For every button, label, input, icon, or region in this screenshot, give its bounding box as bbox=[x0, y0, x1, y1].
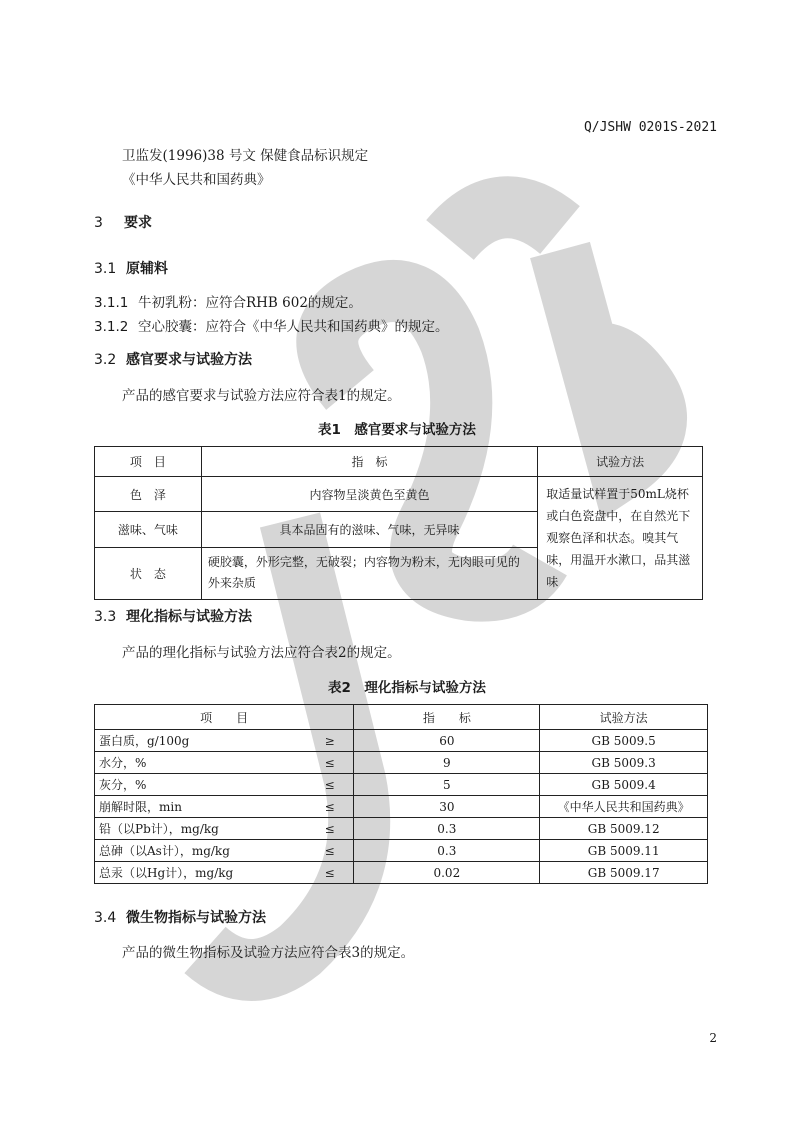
section-title: 理化指标与试验方法 bbox=[126, 609, 252, 625]
row-method: GB 5009.11 bbox=[540, 840, 708, 862]
page-number: 2 bbox=[709, 1031, 717, 1045]
row-item: 蛋白质，g/100g bbox=[95, 730, 307, 752]
row-item: 状 态 bbox=[95, 547, 202, 599]
row-method: GB 5009.17 bbox=[540, 862, 708, 884]
table-row bbox=[95, 477, 703, 512]
row-value: 0.3 bbox=[354, 818, 540, 840]
row-operator: ≤ bbox=[306, 818, 354, 840]
section-number: 3.3 bbox=[94, 609, 117, 625]
row-value: 5 bbox=[354, 774, 540, 796]
row-operator: ≤ bbox=[306, 796, 354, 818]
row-operator: ≤ bbox=[306, 862, 354, 884]
table-row bbox=[95, 752, 708, 774]
row-item: 水分，% bbox=[95, 752, 307, 774]
row-item: 铅（以Pb计），mg/kg bbox=[95, 818, 307, 840]
document-code: Q/JSHW 0201S-2021 bbox=[583, 120, 717, 135]
header-indicator: 指 标 bbox=[201, 447, 537, 477]
table-row bbox=[95, 796, 708, 818]
row-operator: ≥ bbox=[306, 730, 354, 752]
row-value: 9 bbox=[354, 752, 540, 774]
row-value: 0.3 bbox=[354, 840, 540, 862]
row-method: GB 5009.3 bbox=[540, 752, 708, 774]
row-item: 灰分，% bbox=[95, 774, 307, 796]
row-method: GB 5009.5 bbox=[540, 730, 708, 752]
row-item: 色 泽 bbox=[95, 477, 202, 512]
header-item: 项 目 bbox=[95, 705, 354, 730]
section-3-2-heading bbox=[94, 349, 252, 369]
clause-3-1-1 bbox=[94, 291, 362, 311]
row-operator: ≤ bbox=[306, 840, 354, 862]
table-header-row bbox=[95, 447, 703, 477]
row-value: 0.02 bbox=[354, 862, 540, 884]
row-value: 60 bbox=[354, 730, 540, 752]
section-number: 3.1 bbox=[94, 261, 117, 277]
header-method: 试验方法 bbox=[540, 705, 708, 730]
table-row bbox=[95, 840, 708, 862]
watermark-text: JSSB bbox=[10, 1110, 13, 1111]
section-3-1-heading bbox=[94, 258, 168, 278]
header-method: 试验方法 bbox=[538, 447, 703, 477]
reference-line-2: 《中华人民共和国药典》 bbox=[122, 172, 271, 188]
table-header-row bbox=[95, 705, 708, 730]
clause-text: 牛初乳粉：应符合RHB 602的规定。 bbox=[138, 295, 362, 311]
table2-caption: 表2 理化指标与试验方法 bbox=[328, 680, 486, 696]
clause-text: 空心胶囊：应符合《中华人民共和国药典》的规定。 bbox=[138, 319, 449, 335]
row-operator: ≤ bbox=[306, 752, 354, 774]
clause-number: 3.1.2 bbox=[94, 319, 129, 335]
section-3-4-paragraph: 产品的微生物指标及试验方法应符合表3的规定。 bbox=[122, 945, 415, 961]
section-3-heading bbox=[94, 212, 152, 232]
section-3-2-paragraph: 产品的感官要求与试验方法应符合表1的规定。 bbox=[122, 388, 401, 404]
sensory-table bbox=[94, 446, 703, 600]
section-3-3-paragraph: 产品的理化指标与试验方法应符合表2的规定。 bbox=[122, 645, 401, 661]
row-operator: ≤ bbox=[306, 774, 354, 796]
table-row bbox=[95, 730, 708, 752]
reference-line-1: 卫监发(1996)38 号文 保健食品标识规定 bbox=[122, 148, 369, 164]
sensory-method: 取适量试样置于50mL烧杯或白色瓷盘中，在自然光下观察色泽和状态。嗅其气味，用温开水漱口，品其滋味 bbox=[538, 477, 703, 600]
physicochemical-table bbox=[94, 704, 708, 884]
row-item: 总砷（以As计），mg/kg bbox=[95, 840, 307, 862]
clause-3-1-2 bbox=[94, 315, 449, 335]
row-method: GB 5009.4 bbox=[540, 774, 708, 796]
row-value: 30 bbox=[354, 796, 540, 818]
row-item: 崩解时限，min bbox=[95, 796, 307, 818]
row-method: 《中华人民共和国药典》 bbox=[540, 796, 708, 818]
row-method: GB 5009.12 bbox=[540, 818, 708, 840]
row-indicator: 具本品固有的滋味、气味，无异味 bbox=[201, 512, 537, 547]
section-number: 3 bbox=[94, 215, 103, 231]
section-title: 要求 bbox=[124, 215, 152, 231]
table1-caption: 表1 感官要求与试验方法 bbox=[318, 422, 476, 438]
row-item: 总汞（以Hg计），mg/kg bbox=[95, 862, 307, 884]
section-title: 原辅料 bbox=[126, 261, 168, 277]
table-row bbox=[95, 774, 708, 796]
table-row bbox=[95, 818, 708, 840]
header-item: 项 目 bbox=[95, 447, 202, 477]
row-indicator: 硬胶囊，外形完整，无破裂；内容物为粉末，无肉眼可见的外来杂质 bbox=[201, 547, 537, 599]
section-3-3-heading bbox=[94, 606, 252, 626]
clause-number: 3.1.1 bbox=[94, 295, 129, 311]
row-item: 滋味、气味 bbox=[95, 512, 202, 547]
section-3-4-heading bbox=[94, 907, 266, 927]
table-row bbox=[95, 862, 708, 884]
header-indicator: 指 标 bbox=[354, 705, 540, 730]
section-number: 3.2 bbox=[94, 352, 117, 368]
row-indicator: 内容物呈淡黄色至黄色 bbox=[201, 477, 537, 512]
section-number: 3.4 bbox=[94, 910, 117, 926]
section-title: 感官要求与试验方法 bbox=[126, 352, 252, 368]
section-title: 微生物指标与试验方法 bbox=[126, 910, 266, 926]
